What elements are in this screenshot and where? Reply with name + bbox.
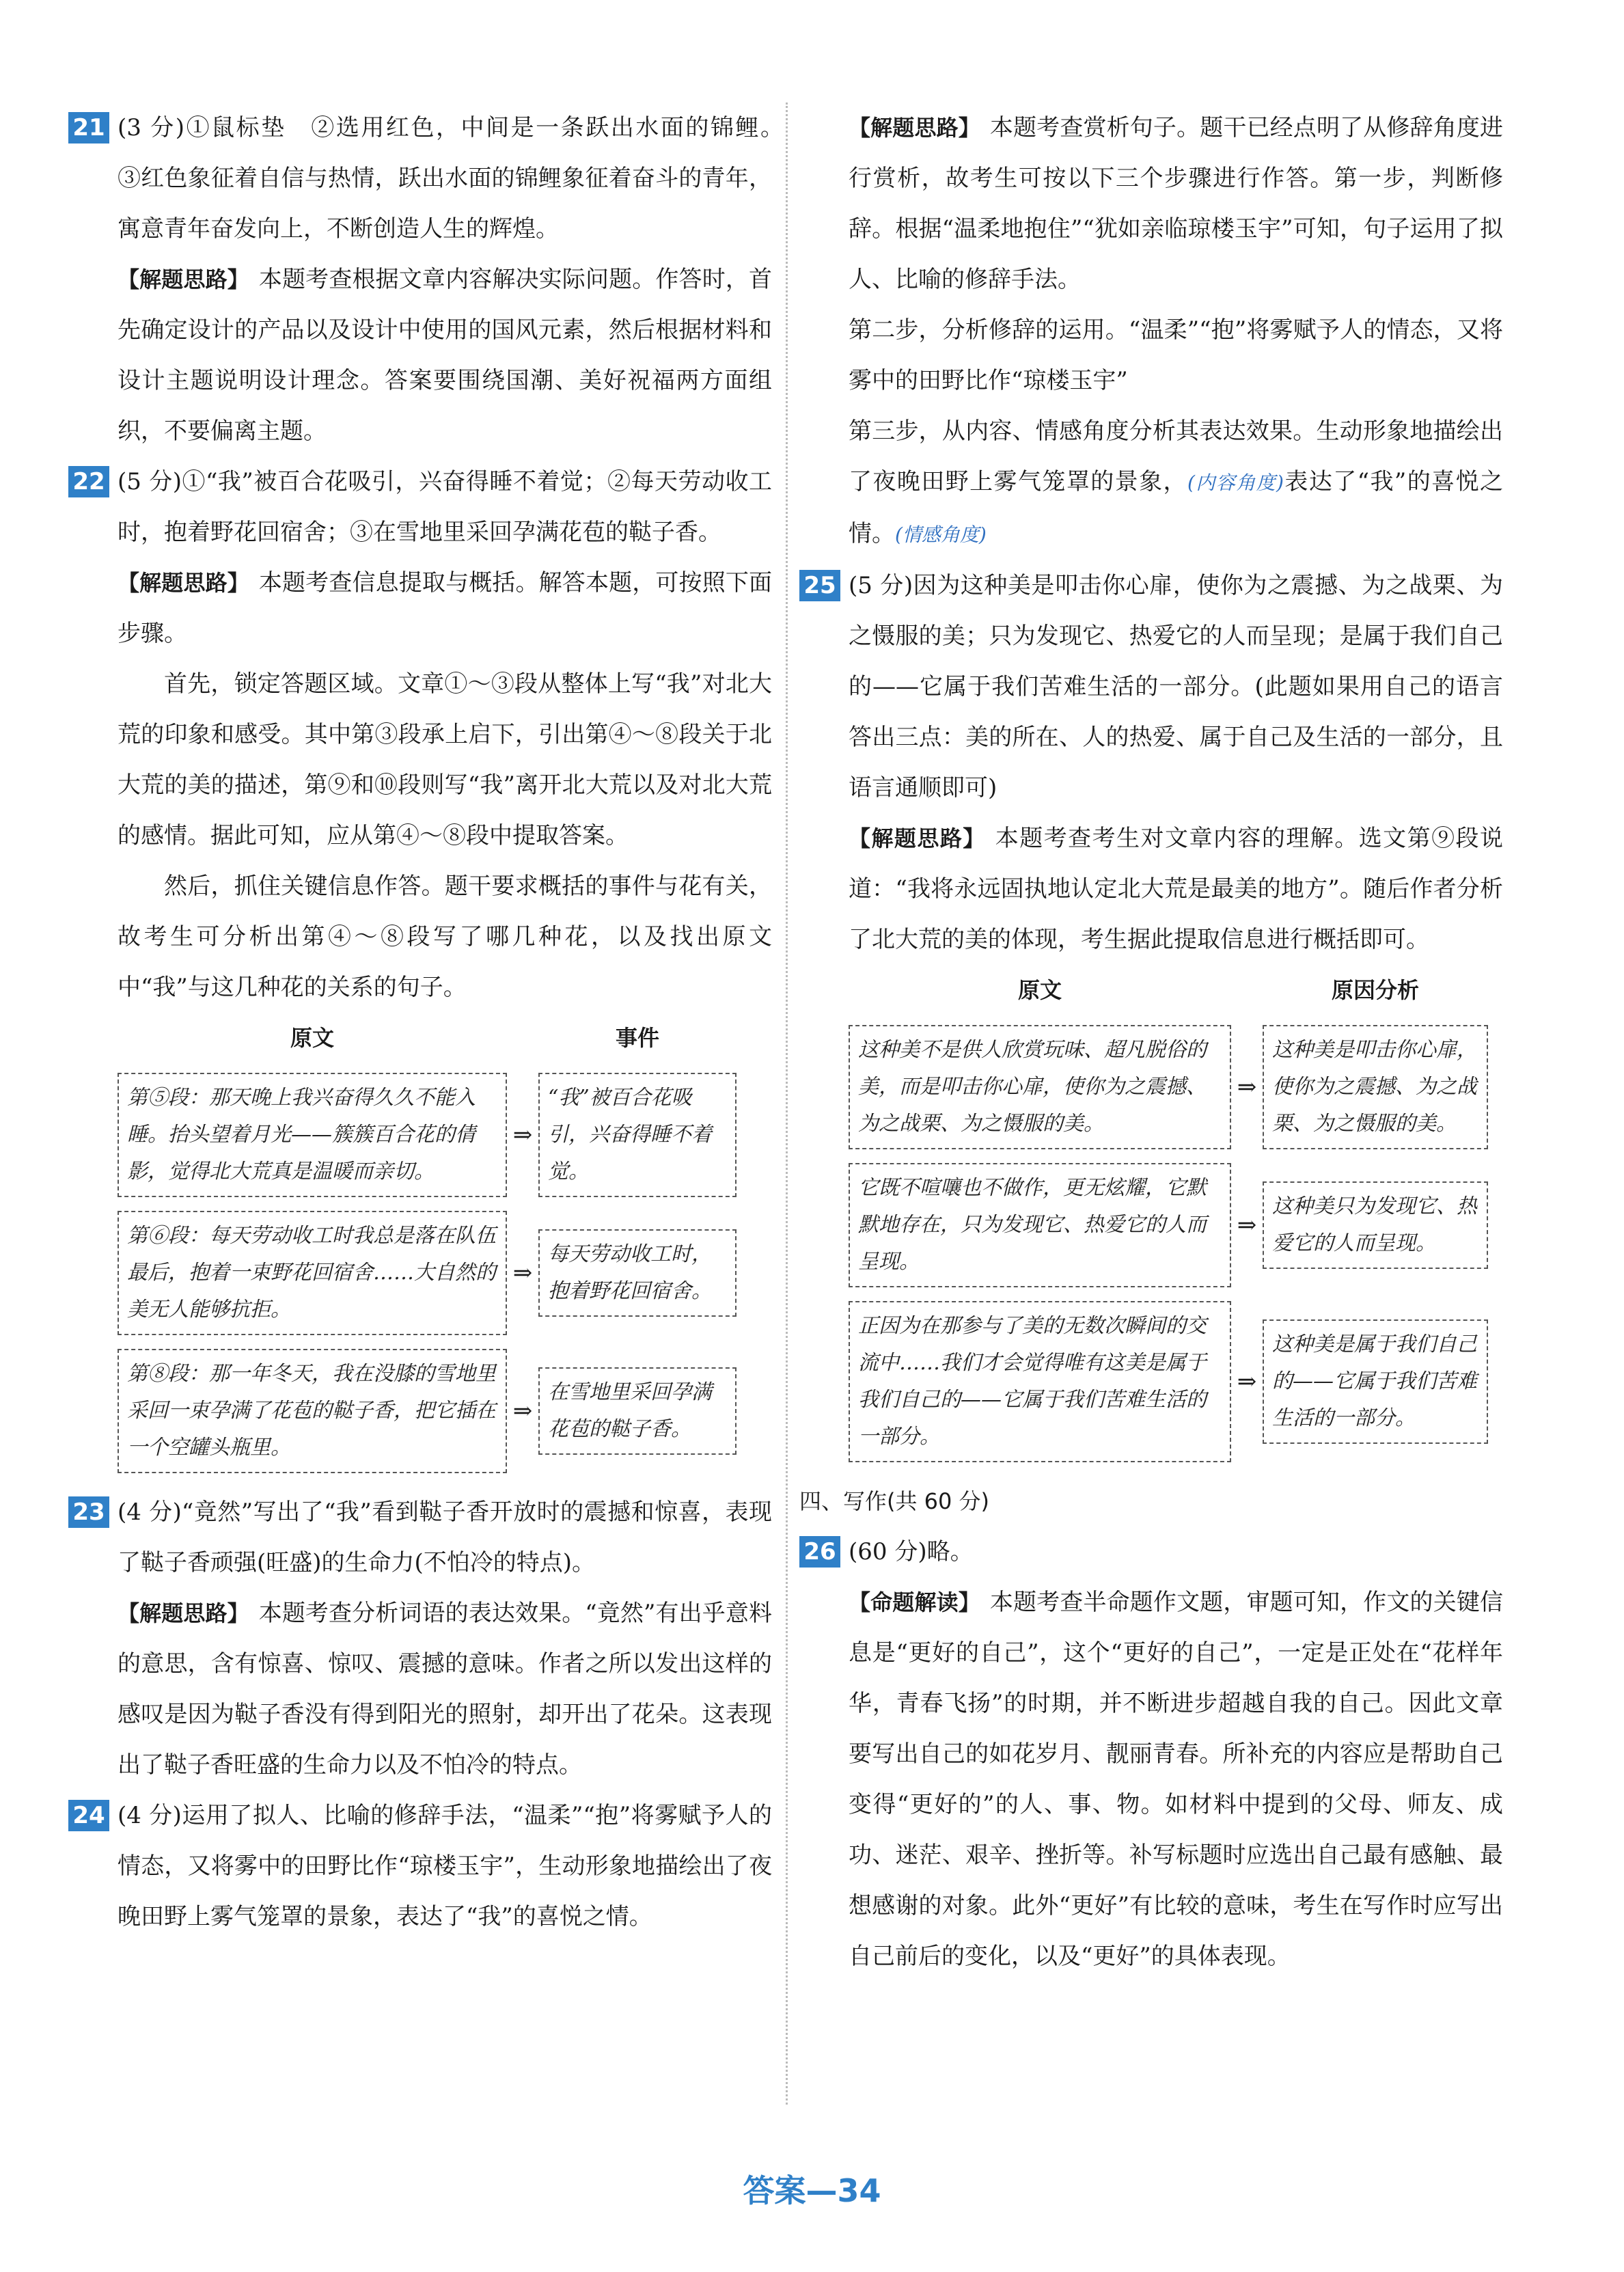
column-divider <box>786 102 788 2105</box>
right-column <box>799 102 1503 1982</box>
table-row <box>118 1211 772 1335</box>
event-box: “我”被百合花吸引，兴奋得睡不着觉。 <box>538 1073 737 1197</box>
table-row <box>118 1073 772 1197</box>
question-number: 25 <box>799 570 840 601</box>
arrow-icon: ⇒ <box>1237 1212 1257 1239</box>
answer-text: (4 分)运用了拟人、比喻的修辞手法，“温柔”“抱”将雾赋予人的情态，又将雾中的田野比作“琼楼玉宇”，生动形象地描绘出了夜晚田野上雾气笼罩的景象，表达了“我”的喜悦之情。 <box>118 1802 772 1930</box>
event-table <box>68 1013 772 1473</box>
solution-step-2: 然后，抓住关键信息作答。题干要求概括的事件与花有关，故考生可分析出第④～⑧段写了哪几种花，以及找出原文中“我”与这几种花的关系的句子。 <box>118 873 772 1001</box>
question-24 <box>68 1790 772 1942</box>
solution-tag: 【命题解读】 <box>849 1589 980 1615</box>
solution-text: 本题考查信息提取与概括。解答本题，可按照下面步骤。 <box>118 569 772 647</box>
solution-text: 本题考查分析词语的表达效果。“竟然”有出乎意料的意思，含有惊喜、惊叹、震撼的意味。作者之所以发出这样的感叹是因为鞑子香没有得到阳光的照射，却开出了花朵。这表现出了鞑子香旺盛的生命力以及不怕冷的特点。 <box>118 1600 772 1779</box>
solution-text: 本题考查考生对文章内容的理解。选文第⑨段说道：“我将永远固执地认定北大荒是最美的地方”。随后作者分析了北大荒的美的体现，考生据此提取信息进行概括即可。 <box>849 825 1503 953</box>
source-text-box: 第⑥段：每天劳动收工时我总是落在队伍最后，抱着一束野花回宿舍……大自然的美无人能够抗拒。 <box>118 1211 507 1335</box>
source-text-box: 第⑧段：那一年冬天，我在没膝的雪地里采回一束孕满了花苞的鞑子香，把它插在一个空罐头瓶里。 <box>118 1349 507 1473</box>
table-row <box>118 1349 772 1473</box>
table-row <box>849 1025 1503 1149</box>
answer-text: (5 分)①“我”被百合花吸引，兴奋得睡不着觉；②每天劳动收工时，抱着野花回宿舍；③在雪地里采回孕满花苞的鞑子香。 <box>118 468 772 546</box>
arrow-icon: ⇒ <box>512 1121 533 1149</box>
solution-tag: 【解题思路】 <box>118 570 249 596</box>
handwritten-note: (情感角度) <box>895 523 987 546</box>
answer-text: (5 分)因为这种美是叩击你心扉，使你为之震撼、为之战栗、为之慑服的美；只为发现它、热爱它的人而呈现；是属于我们自己的——它属于我们苦难生活的一部分。(此题如果用自己的语言答出三点：美的所在、人的热爱、属于自己及生活的一部分，且语言通顺即可) <box>849 572 1503 802</box>
column-header: 原文 <box>290 1025 334 1051</box>
question-22 <box>68 456 772 558</box>
arrow-icon: ⇒ <box>512 1397 533 1425</box>
reason-box: 这种美是叩击你心扉，使你为之震撼、为之战栗、为之慑服的美。 <box>1263 1025 1488 1149</box>
question-number: 23 <box>68 1496 109 1528</box>
solution-tag: 【解题思路】 <box>849 115 980 141</box>
solution-text: 本题考查根据文章内容解决实际问题。作答时，首先确定设计的产品以及设计中使用的国风元素，然后根据材料和设计主题说明设计理念。答案要围绕国潮、美好祝福两方面组织，不要偏离主题。 <box>118 266 772 445</box>
solution-text: 本题考查半命题作文题，审题可知，作文的关键信息是“更好的自己”，这个“更好的自己”，一定是正处在“花样年华，青春飞扬”的时期，并不断进步超越自我的自己。因此文章要写出自己的如花岁月、靓丽青春。所补充的内容应是帮助自己变得“更好的”的人、事、物。如材料中提到的父母、师友、成功、迷茫、艰辛、挫折等。补写标题时应选出自己最有感触、最想感谢的对象。此外“更好”有比较的意味，考生在写作时应写出自己前后的变化，以及“更好”的具体表现。 <box>849 1589 1503 1970</box>
table-header <box>118 1013 772 1063</box>
reason-box: 这种美只为发现它、热爱它的人而呈现。 <box>1263 1181 1488 1269</box>
event-box: 每天劳动收工时，抱着野花回宿舍。 <box>538 1229 737 1317</box>
question-number: 26 <box>799 1536 840 1568</box>
source-text-box: 正因为在那参与了美的无数次瞬间的交流中……我们才会觉得唯有这美是属于我们自己的——它属于我们苦难生活的一部分。 <box>849 1301 1231 1462</box>
answer-text: (3 分)①鼠标垫 ②选用红色，中间是一条跃出水面的锦鲤。 ③红色象征着自信与热情，跃出水面的锦鲤象征着奋斗的青年，寓意青年奋发向上，不断创造人生的辉煌。 <box>118 114 795 243</box>
arrow-icon: ⇒ <box>512 1259 533 1287</box>
arrow-icon: ⇒ <box>1237 1073 1257 1101</box>
source-text-box: 它既不喧嚷也不做作，更无炫耀，它默默地存在，只为发现它、热爱它的人而呈现。 <box>849 1163 1231 1287</box>
page-number: 答案—34 <box>743 2172 881 2209</box>
question-25 <box>799 560 1503 813</box>
question-number: 21 <box>68 112 109 143</box>
reason-box: 这种美是属于我们自己的——它属于我们苦难生活的一部分。 <box>1263 1319 1488 1444</box>
solution-paragraph <box>799 1577 1503 1982</box>
solution-step-1: 首先，锁定答题区域。文章①～③段从整体上写“我”对北大荒的印象和感受。其中第③段承上启下，引出第④～⑧段关于北大荒的美的描述，第⑨和⑩段则写“我”离开北大荒以及对北大荒的感情。据此可知，应从第④～⑧段中提取答案。 <box>118 670 772 849</box>
solution-paragraph <box>799 102 1503 305</box>
event-box: 在雪地里采回孕满花苞的鞑子香。 <box>538 1367 737 1455</box>
handwritten-note: (内容角度) <box>1187 471 1284 494</box>
solution-text: 本题考查赏析句子。题干已经点明了从修辞角度进行赏析，故考生可按以下三个步骤进行作答。第一步，判断修辞。根据“温柔地抱住”“犹如亲临琼楼玉宇”可知，句子运用了拟人、比喻的修辞手法。 <box>849 114 1503 293</box>
column-header: 事件 <box>615 1025 659 1051</box>
solution-step-3 <box>799 406 1503 560</box>
solution-paragraph <box>799 813 1503 965</box>
question-21 <box>68 102 795 254</box>
answer-text: (4 分)“竟然”写出了“我”看到鞑子香开放时的震撼和惊喜，表现了鞑子香顽强(旺盛)的生命力(不怕冷的特点)。 <box>118 1498 772 1576</box>
question-23 <box>68 1487 772 1588</box>
column-header: 原文 <box>1017 977 1062 1003</box>
answer-text: (60 分)略。 <box>849 1538 974 1565</box>
solution-tag: 【解题思路】 <box>118 266 249 292</box>
arrow-icon: ⇒ <box>1237 1368 1257 1395</box>
left-column <box>68 102 795 1942</box>
column-header: 原因分析 <box>1331 977 1419 1003</box>
source-text-box: 第⑤段：那天晚上我兴奋得久久不能入睡。抬头望着月光——簇簇百合花的倩影，觉得北大荒真是温暖而亲切。 <box>118 1073 507 1197</box>
solution-step-2: 第二步，分析修辞的运用。“温柔”“抱”将雾赋予人的情态，又将雾中的田野比作“琼楼玉宇” <box>849 316 1503 394</box>
table-header <box>849 965 1503 1015</box>
section-title: 四、写作(共 60 分) <box>799 1488 990 1514</box>
solution-tag: 【解题思路】 <box>849 825 986 851</box>
question-26 <box>799 1527 1503 1577</box>
solution-paragraph <box>68 558 772 659</box>
solution-paragraph <box>68 254 772 456</box>
solution-paragraph <box>68 1588 772 1790</box>
step-text: 表达了“我”的喜悦之情。 <box>849 468 1503 547</box>
solution-tag: 【解题思路】 <box>118 1600 249 1626</box>
question-number: 22 <box>68 466 109 497</box>
step-text: 第三步，从内容、情感角度分析其表达效果。生动形象地描绘出了夜晚田野上雾气笼罩的景象， <box>849 418 1503 495</box>
table-row <box>849 1301 1503 1462</box>
table-row <box>849 1163 1503 1287</box>
source-text-box: 这种美不是供人欣赏玩味、超凡脱俗的美，而是叩击你心扉，使你为之震撼、为之战栗、为之慑服的美。 <box>849 1025 1231 1149</box>
reason-table <box>799 965 1503 1462</box>
question-number: 24 <box>68 1800 109 1831</box>
